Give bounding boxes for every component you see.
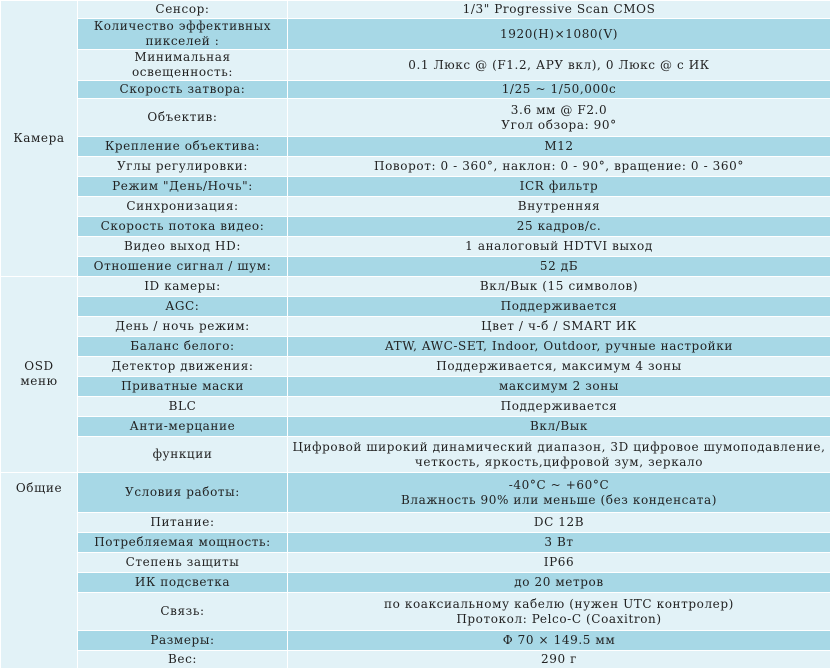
param-name: функции	[78, 437, 288, 473]
param-name: Размеры:	[78, 631, 288, 651]
param-name: Баланс белого:	[78, 337, 288, 357]
param-name: Отношение сигнал / шум:	[78, 257, 288, 277]
param-name: Детектор движения:	[78, 357, 288, 377]
param-value: IP66	[288, 553, 831, 573]
spec-row	[1, 297, 831, 317]
param-value: 1 аналоговый HDTVI выход	[288, 237, 831, 257]
spec-row	[1, 237, 831, 257]
spec-table-body	[1, 1, 831, 669]
spec-row	[1, 157, 831, 177]
param-value: Вкл/Вык (15 символов)	[288, 277, 831, 297]
spec-row	[1, 473, 831, 513]
spec-row	[1, 217, 831, 237]
param-value: Поддерживается, максимум 4 зоны	[288, 357, 831, 377]
param-name: Степень защиты	[78, 553, 288, 573]
param-value: Поддерживается	[288, 297, 831, 317]
spec-row	[1, 357, 831, 377]
spec-row	[1, 417, 831, 437]
param-name: Связь:	[78, 593, 288, 631]
param-value: Цифровой широкий динамический диапазон, 3D цифровое шумоподавление, четкость, яркость,цифровой зум, зеркало	[288, 437, 831, 473]
param-name: Синхронизация:	[78, 197, 288, 217]
param-name: Анти-мерцание	[78, 417, 288, 437]
param-name: ID камеры:	[78, 277, 288, 297]
spec-row	[1, 631, 831, 651]
param-value: 1920(H)×1080(V)	[288, 19, 831, 50]
spec-row	[1, 593, 831, 631]
param-value: 52 дБ	[288, 257, 831, 277]
param-value: Вкл/Вык	[288, 417, 831, 437]
param-value: 3.6 мм @ F2.0 Угол обзора: 90°	[288, 99, 831, 137]
spec-row	[1, 137, 831, 157]
param-value: 290 г	[288, 651, 831, 669]
spec-row	[1, 277, 831, 297]
param-value: M12	[288, 137, 831, 157]
group-label	[1, 1, 78, 277]
spec-row	[1, 197, 831, 217]
param-name: Скорость потока видео:	[78, 217, 288, 237]
spec-row	[1, 437, 831, 473]
param-value: 25 кадров/с.	[288, 217, 831, 237]
spec-row	[1, 377, 831, 397]
param-name: Скорость затвора:	[78, 81, 288, 99]
param-name: Углы регулировки:	[78, 157, 288, 177]
param-name: Сенсор:	[78, 1, 288, 19]
spec-row	[1, 337, 831, 357]
spec-row	[1, 533, 831, 553]
param-value: Поддерживается	[288, 397, 831, 417]
param-value: 0.1 Люкс @ (F1.2, АРУ вкл), 0 Люкс @ с ИК	[288, 50, 831, 81]
group-label	[1, 473, 78, 669]
spec-row	[1, 19, 831, 50]
param-name: BLC	[78, 397, 288, 417]
param-value: Поворот: 0 - 360°, наклон: 0 - 90°, вращение: 0 - 360°	[288, 157, 831, 177]
param-name: Крепление объектива:	[78, 137, 288, 157]
param-value: 1/3" Progressive Scan CMOS	[288, 1, 831, 19]
param-name: ИК подсветка	[78, 573, 288, 593]
param-name: Видео выход HD:	[78, 237, 288, 257]
spec-row	[1, 50, 831, 81]
spec-row	[1, 257, 831, 277]
group-label-text: Общие	[15, 481, 63, 495]
param-value: -40°C ~ +60°C Влажность 90% или меньше (без конденсата)	[288, 473, 831, 513]
spec-row	[1, 513, 831, 533]
spec-row	[1, 397, 831, 417]
param-value: 1/25 ~ 1/50,000с	[288, 81, 831, 99]
param-value: по коаксиальному кабелю (нужен UTC контролер) Протокол: Pelco-C (Coaxitron)	[288, 593, 831, 631]
spec-row	[1, 99, 831, 137]
spec-row	[1, 177, 831, 197]
param-name: Режим "День/Ночь":	[78, 177, 288, 197]
param-name: Объектив:	[78, 99, 288, 137]
param-name: Приватные маски	[78, 377, 288, 397]
param-value: Цвет / ч-б / SMART ИК	[288, 317, 831, 337]
spec-row	[1, 573, 831, 593]
param-value: 3 Вт	[288, 533, 831, 553]
group-label-text: OSD меню	[20, 359, 58, 388]
spec-row	[1, 81, 831, 99]
param-name: Вес:	[78, 651, 288, 669]
spec-row	[1, 1, 831, 19]
group-label-text: Камера	[13, 131, 65, 145]
param-name: Питание:	[78, 513, 288, 533]
spec-row	[1, 317, 831, 337]
group-label	[1, 277, 78, 473]
param-name: День / ночь режим:	[78, 317, 288, 337]
param-name: AGC:	[78, 297, 288, 317]
param-value: Внутренняя	[288, 197, 831, 217]
spec-row	[1, 553, 831, 573]
param-value: максимум 2 зоны	[288, 377, 831, 397]
param-name: Минимальная освещенность:	[78, 50, 288, 81]
param-value: до 20 метров	[288, 573, 831, 593]
param-name: Потребляемая мощность:	[78, 533, 288, 553]
param-value: ICR фильтр	[288, 177, 831, 197]
param-name: Условия работы:	[78, 473, 288, 513]
param-name: Количество эффективных пикселей :	[78, 19, 288, 50]
param-value: DC 12В	[288, 513, 831, 533]
param-value: ATW, AWC-SET, Indoor, Outdoor, ручные настройки	[288, 337, 831, 357]
param-value: Ф 70 × 149.5 мм	[288, 631, 831, 651]
